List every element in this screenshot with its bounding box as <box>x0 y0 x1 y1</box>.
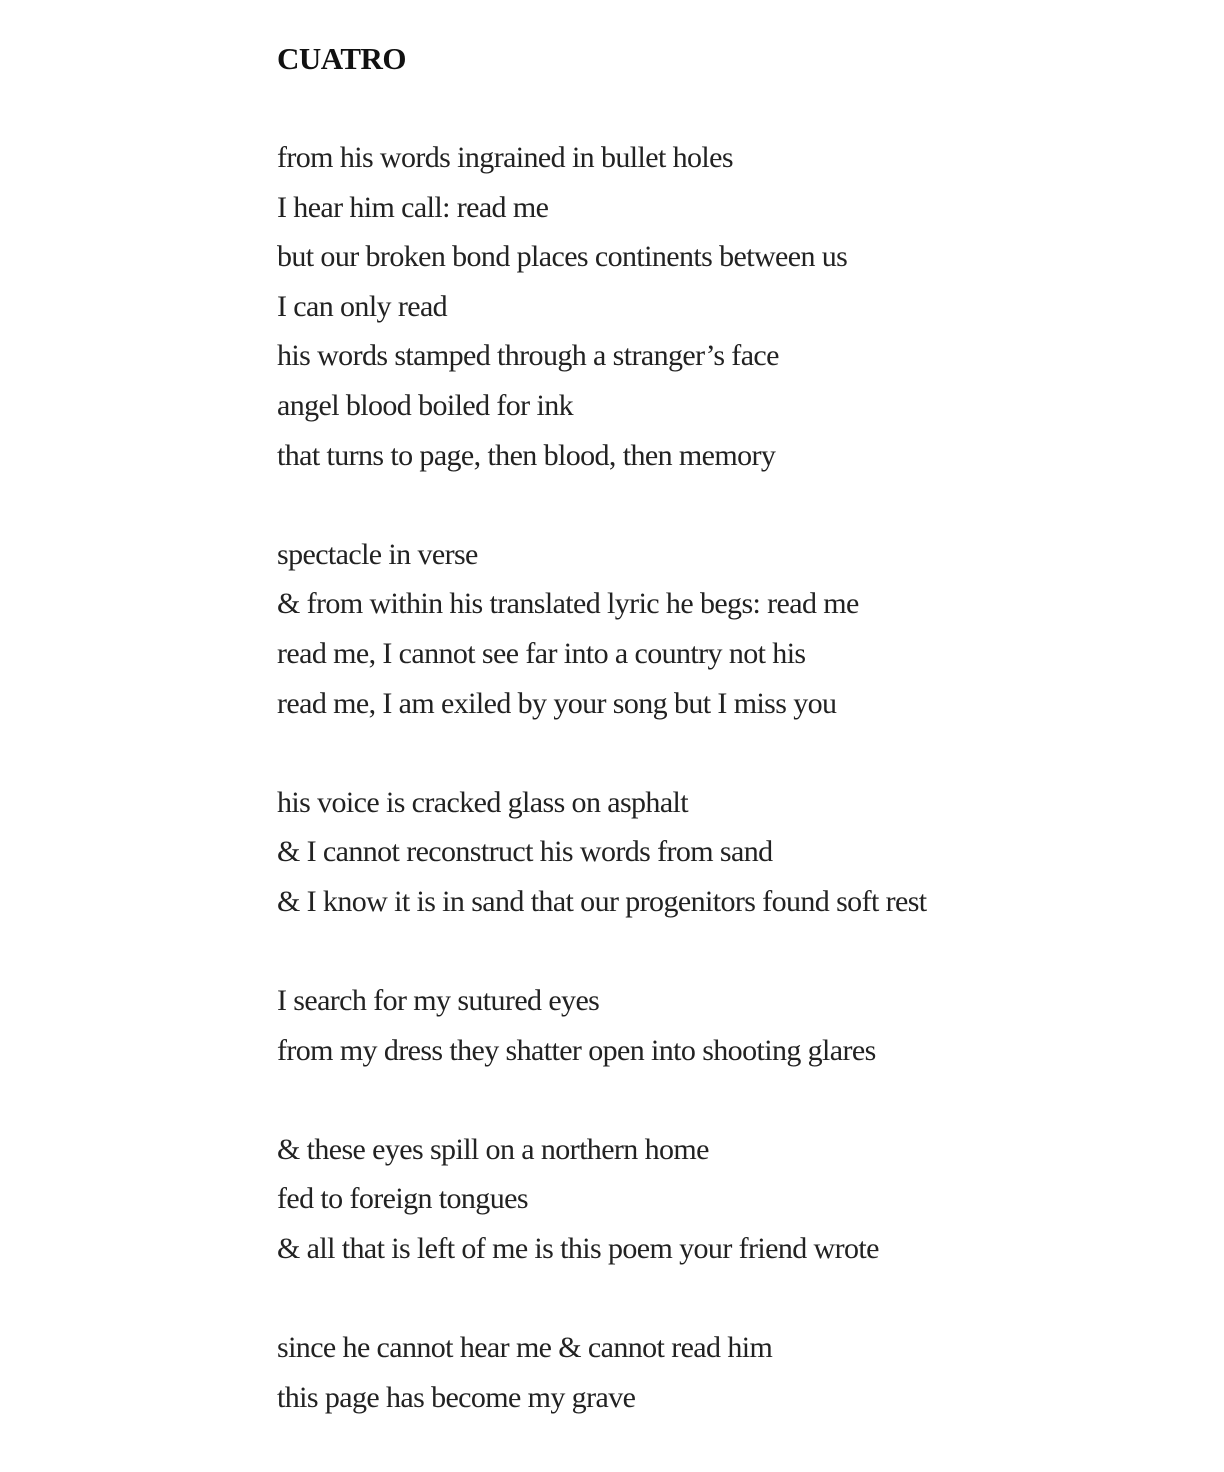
poem-line: & all that is left of me is this poem your friend wrote <box>277 1232 879 1266</box>
poem-line: & I cannot reconstruct his words from sand <box>277 835 773 869</box>
poem-line: but our broken bond places continents between us <box>277 240 848 274</box>
poem-line: that turns to page, then blood, then memory <box>277 438 776 472</box>
poem-line: fed to foreign tongues <box>277 1182 528 1216</box>
poem-line: I can only read <box>277 289 448 323</box>
poem-line: & from within his translated lyric he begs: read me <box>277 587 859 621</box>
poem-line: read me, I am exiled by your song but I miss you <box>277 686 837 720</box>
stanza <box>277 1125 1177 1274</box>
poem-line: & I know it is in sand that our progenitors found soft rest <box>277 884 927 918</box>
stanza <box>277 778 1177 927</box>
poem-line: read me, I cannot see far into a country not his <box>277 636 806 670</box>
poem-line: & these eyes spill on a northern home <box>277 1132 709 1166</box>
poem-line: his voice is cracked glass on asphalt <box>277 785 689 819</box>
stanza <box>277 1323 1177 1422</box>
poem-line: I hear him call: read me <box>277 190 549 224</box>
stanza <box>277 133 1177 480</box>
poem-line: I search for my sutured eyes <box>277 984 600 1018</box>
poem-line: his words stamped through a stranger’s face <box>277 339 779 373</box>
poem-line: since he cannot hear me & cannot read him <box>277 1331 773 1365</box>
poem-line: spectacle in verse <box>277 537 478 571</box>
poem-title: CUATRO <box>277 41 407 76</box>
stanza <box>277 530 1177 728</box>
poem-line: from his words ingrained in bullet holes <box>277 141 733 174</box>
stanza <box>277 976 1177 1075</box>
poem-line: angel blood boiled for ink <box>277 388 574 422</box>
poem-line: from my dress they shatter open into shooting glares <box>277 1033 876 1067</box>
poem-page <box>277 38 1177 1472</box>
poem-line: this page has become my grave <box>277 1380 636 1414</box>
poem-body <box>277 133 1177 1422</box>
